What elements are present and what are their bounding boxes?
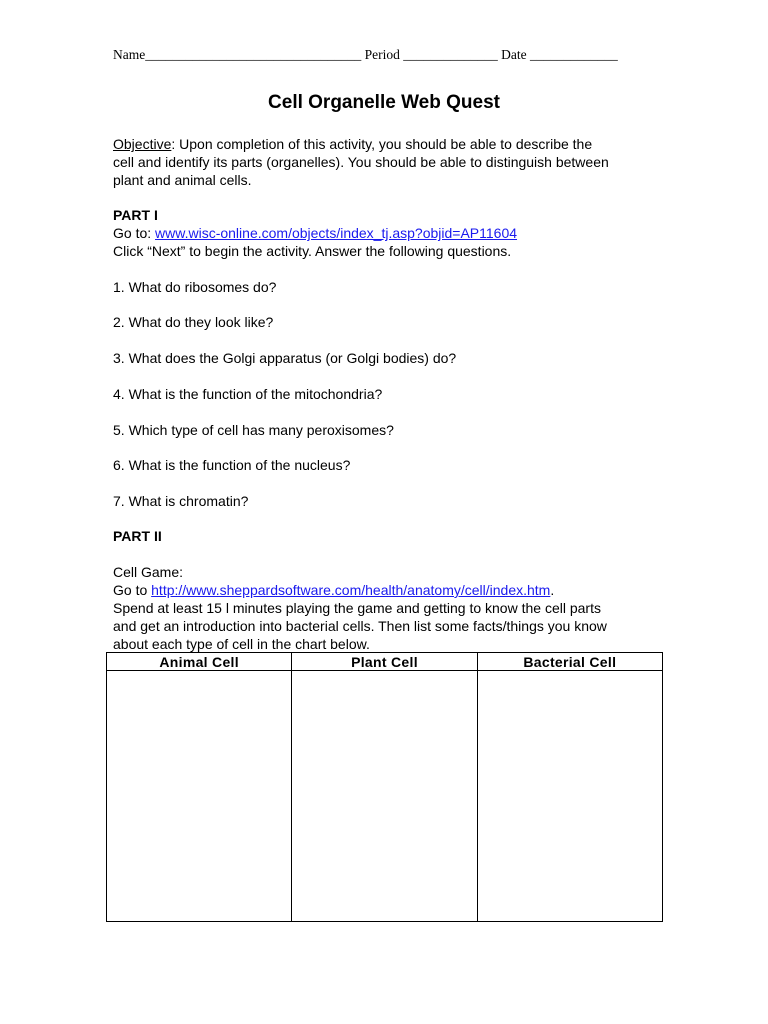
question-2: 2. What do they look like? — [113, 314, 274, 330]
header-bacterial-cell: Bacterial Cell — [477, 653, 662, 671]
period-blank: ______________ — [403, 47, 498, 62]
part2-goto-label: Go to — [113, 582, 152, 598]
wisc-online-link[interactable]: www.wisc-online.com/objects/index_tj.asp?objid=AP11604 — [155, 225, 518, 241]
part1-goto-line — [113, 224, 517, 242]
question-4: 4. What is the function of the mitochondria? — [113, 386, 383, 402]
part2-subheading: Cell Game: — [113, 564, 184, 580]
part2-heading: PART II — [113, 528, 162, 544]
objective-line-3: plant and animal cells. — [113, 172, 252, 188]
objective-text-1: : Upon completion of this activity, you should be able to describe the — [171, 136, 593, 152]
sheppard-software-link[interactable]: http://www.sheppardsoftware.com/health/anatomy/cell/index.htm — [151, 582, 551, 598]
name-label: Name — [113, 47, 146, 62]
objective-line-2: cell and identify its parts (organelles). You should be able to distinguish between — [113, 154, 609, 170]
header-plant-cell: Plant Cell — [292, 653, 477, 671]
date-label: Date — [501, 47, 527, 62]
period-label: Period — [364, 47, 400, 62]
part1-heading: PART I — [113, 207, 158, 223]
question-6: 6. What is the function of the nucleus? — [113, 457, 351, 473]
name-blank: ________________________________ — [145, 47, 362, 62]
student-info-line — [113, 47, 658, 63]
objective-line-1 — [113, 135, 592, 153]
header-animal-cell: Animal Cell — [107, 653, 292, 671]
animal-cell-answer-cell[interactable] — [107, 671, 292, 922]
part2-paragraph-line-3: about each type of cell in the chart below. — [113, 636, 370, 652]
question-7: 7. What is chromatin? — [113, 493, 249, 509]
part1-goto-label: Go to: — [113, 225, 156, 241]
question-3: 3. What does the Golgi apparatus (or Golgi bodies) do? — [113, 350, 457, 366]
part1-instruction: Click “Next” to begin the activity. Answer the following questions. — [113, 243, 512, 259]
date-blank: _____________ — [529, 47, 618, 62]
question-5: 5. Which type of cell has many peroxisomes? — [113, 422, 394, 438]
bacterial-cell-answer-cell[interactable] — [477, 671, 662, 922]
plant-cell-answer-cell[interactable] — [292, 671, 477, 922]
part2-goto-line — [113, 581, 554, 599]
cell-comparison-table — [106, 652, 663, 922]
table-header-row — [107, 653, 663, 671]
part2-paragraph-line-2: and get an introduction into bacterial cells. Then list some facts/things you know — [113, 618, 607, 634]
part2-paragraph-line-1: Spend at least 15 l minutes playing the game and getting to know the cell parts — [113, 600, 601, 616]
question-1: 1. What do ribosomes do? — [113, 279, 277, 295]
table-row — [107, 671, 663, 922]
objective-label: Objective — [113, 136, 172, 152]
page-title: Cell Organelle Web Quest — [268, 92, 500, 113]
part2-url-suffix: . — [550, 582, 555, 598]
